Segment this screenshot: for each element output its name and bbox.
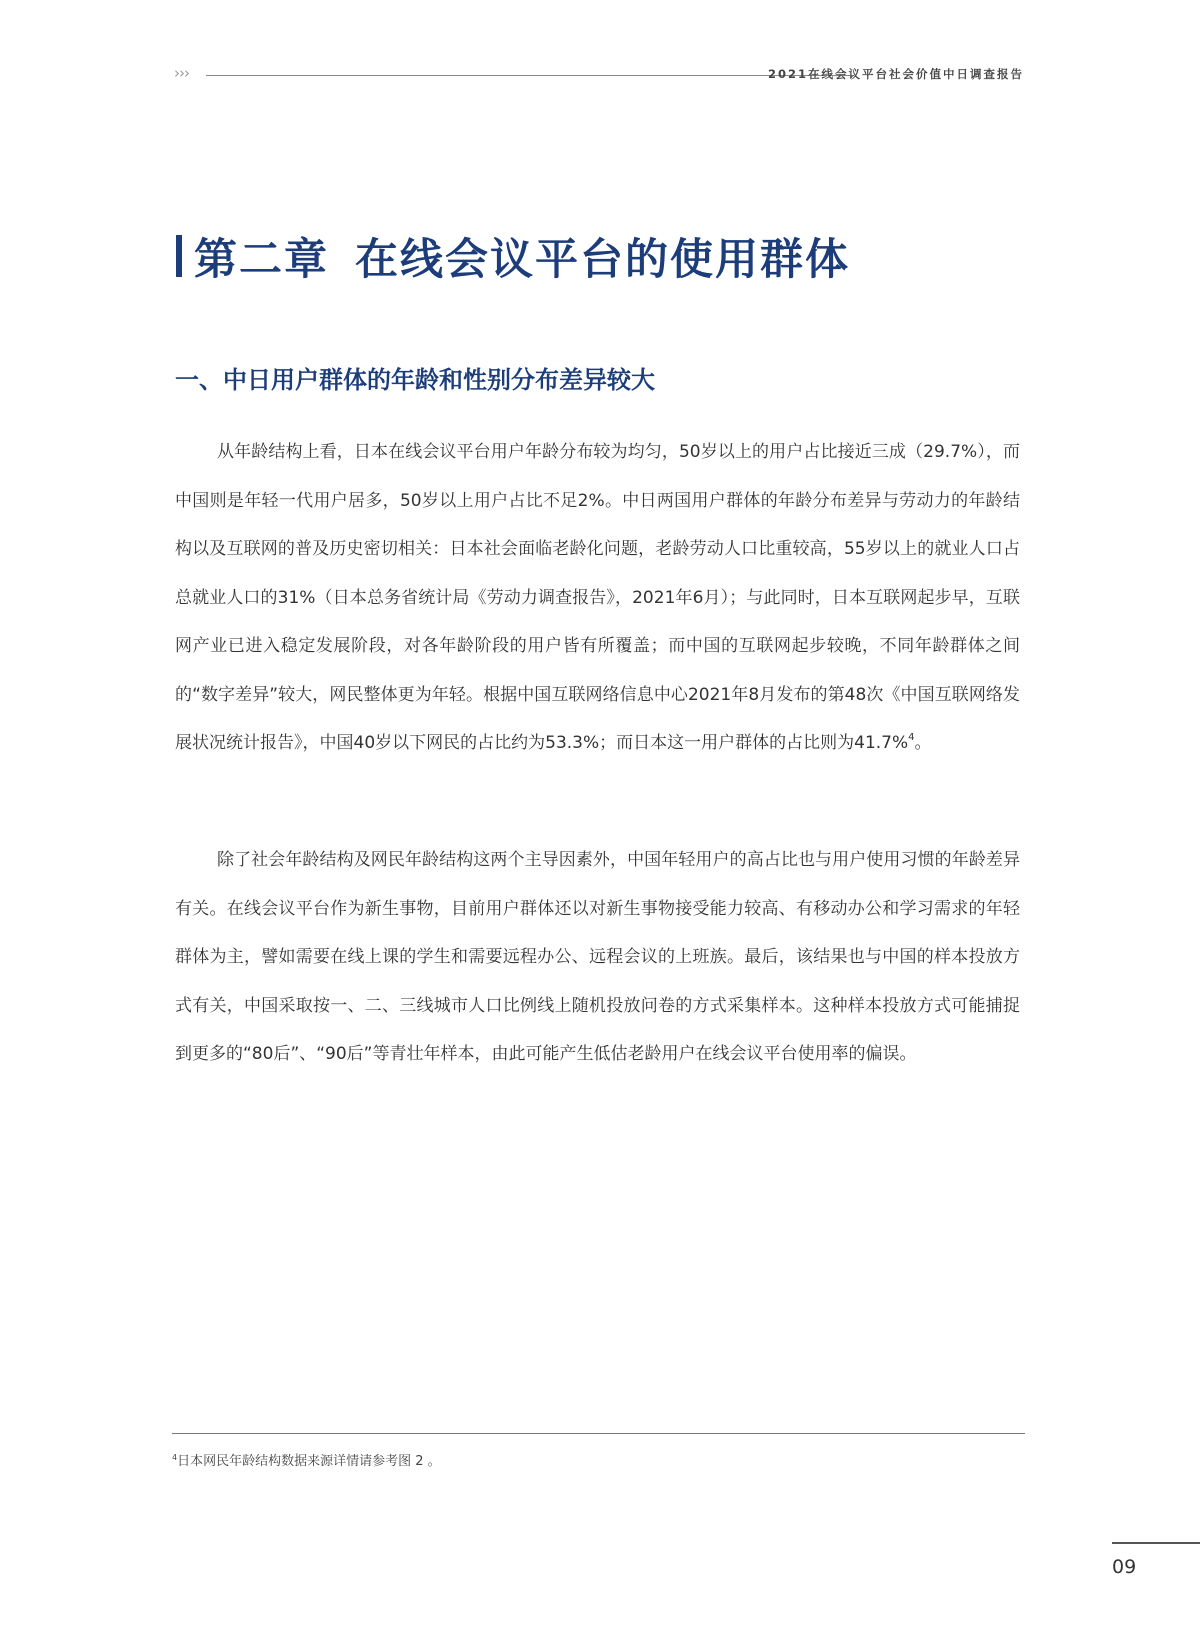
running-header: [174, 66, 1024, 86]
chapter-heading: [176, 228, 850, 284]
chapter-number: 第二章: [194, 234, 329, 285]
paragraph-1-end: 。: [914, 733, 932, 753]
report-title: 2021在线会议平台社会价值中日调查报告: [767, 67, 1024, 81]
footnote: [172, 1450, 441, 1469]
footnote-marker: 4: [172, 1453, 178, 1462]
chapter-accent-bar: [176, 235, 182, 277]
body-paragraph-1: [175, 428, 1020, 768]
paragraph-1-text: 从年龄结构上看，日本在线会议平台用户年龄分布较为均匀，50岁以上的用户占比接近三成（29.7%），而中国则是年轻一代用户居多，50岁以上用户占比不足2%。中日两国用户群体的年龄分布差异与劳动力的年龄结构以及互联网的普及历史密切相关：日本社会面临老龄化问题，老龄劳动人口比重较高，55岁以上的就业人口占总就业人口的31%（日本总务省统计局《劳动力调查报告》，2021年6月）；与此同时，日本互联网起步早，互联网产业已进入稳定发展阶段，对各年龄阶段的用户皆有所覆盖；而中国的互联网起步较晚，不同年龄群体之间的“数字差异”较大，网民整体更为年轻。根据中国互联网络信息中心2021年8月发布的第48次《中国互联网络发展状况统计报告》，中国40岁以下网民的占比约为53.3%；而日本这一用户群体的占比则为41.7%: [175, 442, 1020, 753]
chapter-title-text: 在线会议平台的使用群体: [355, 234, 850, 285]
chapter-title: [194, 226, 850, 287]
page-number: 09: [1112, 1556, 1137, 1578]
page-number-rule: [1112, 1542, 1200, 1544]
paragraph-2-text: 除了社会年龄结构及网民年龄结构这两个主导因素外，中国年轻用户的高占比也与用户使用习惯的年龄差异有关。在线会议平台作为新生事物，目前用户群体还以对新生事物接受能力较高、有移动办公和学习需求的年轻群体为主，譬如需要在线上课的学生和需要远程办公、远程会议的上班族。最后，该结果也与中国的样本投放方式有关，中国采取按一、二、三线城市人口比例线上随机投放问卷的方式采集样本。这种样本投放方式可能捕捉到更多的“80后”、“90后”等青壮年样本，由此可能产生低估老龄用户在线会议平台使用率的偏误。: [175, 850, 1020, 1064]
header-divider: [206, 75, 854, 76]
chevrons-icon: ›››: [174, 64, 189, 82]
footnote-text: 日本网民年龄结构数据来源详情请参考图 2 。: [177, 1454, 441, 1469]
footnote-divider: [172, 1433, 1025, 1434]
footnote-reference[interactable]: 4: [908, 732, 915, 743]
body-paragraph-2: [175, 836, 1020, 1079]
section-title: 一、中日用户群体的年龄和性别分布差异较大: [175, 366, 655, 394]
